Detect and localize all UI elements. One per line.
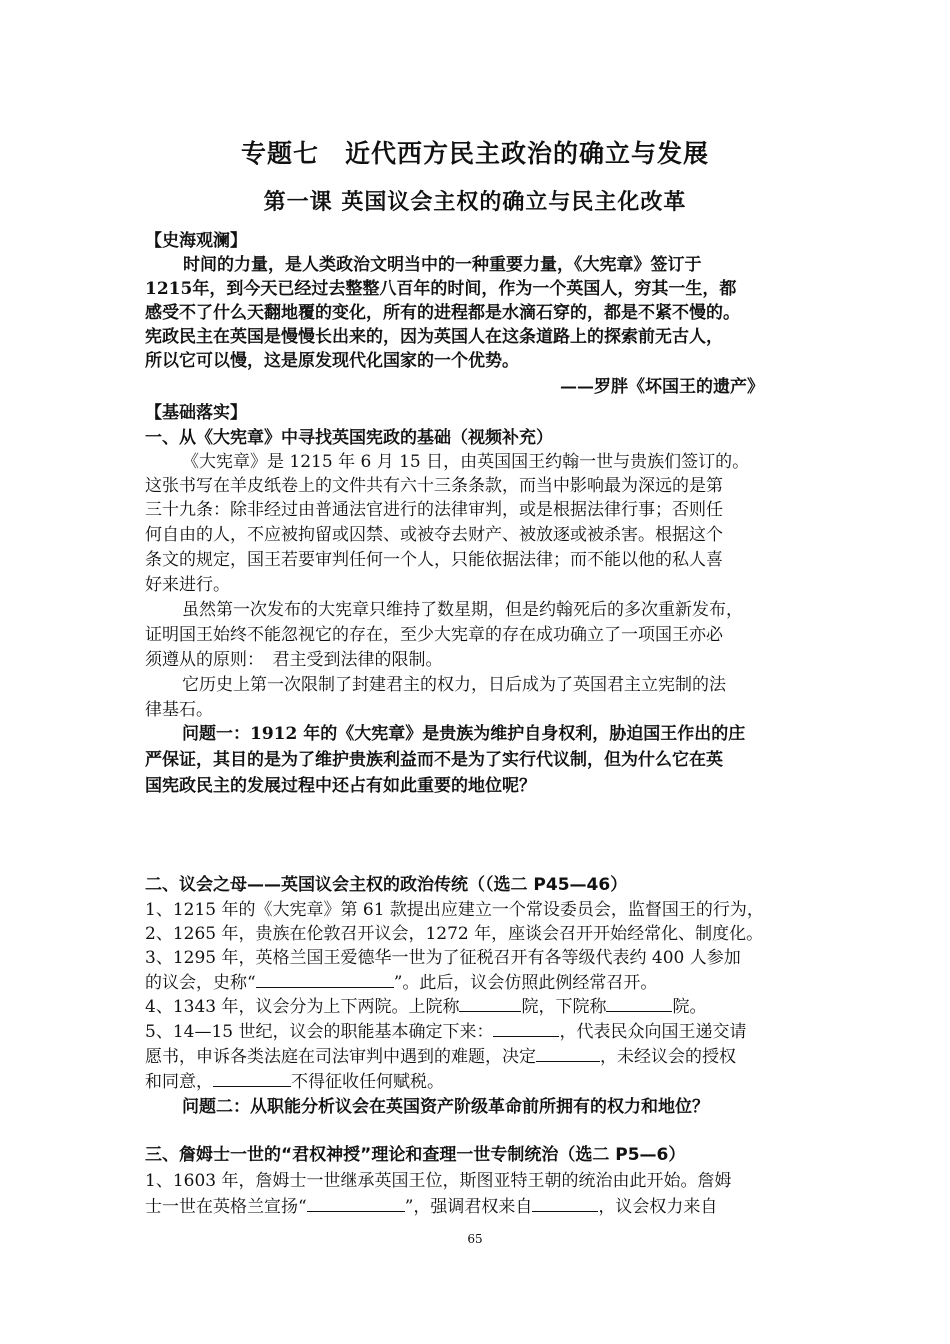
fill-blank[interactable] — [532, 1195, 598, 1212]
list-item-fill — [145, 1020, 746, 1043]
list-item: 1、1603 年，詹姆士一世继承英国王位，斯图亚特王朝的统治由此开始。詹姆 — [145, 1171, 732, 1191]
question-1-line: 问题一：1912 年的《大宪章》是贵族为维护自身权利，胁迫国王作出的庄 — [182, 724, 746, 744]
fill-blank[interactable] — [256, 971, 394, 988]
question-1-line: 国宪政民主的发展过程中还占有如此重要的地位呢？ — [145, 776, 536, 796]
list-item-fill — [145, 1195, 717, 1218]
list-item-fill — [145, 1045, 736, 1068]
list-item: 2、1265 年，贵族在伦敦召开议会，1272 年，座谈会召开开始经常化、制度化。 — [145, 924, 764, 944]
text-segment: ，未经议会的授权 — [600, 1047, 736, 1067]
paragraph-line: 须遵从的原则： 君主受到法律的限制。 — [145, 650, 443, 670]
question-1-line: 严保证，其目的是为了维护贵族利益而不是为了实行代议制，但为什么它在英 — [145, 750, 723, 770]
fill-blank[interactable] — [536, 1045, 600, 1062]
list-item: 3、1295 年，英格兰国王爱德华一世为了征税召开有各等级代表约 400 人参加 — [145, 948, 741, 968]
paragraph-line: 这张书写在羊皮纸卷上的文件共有六十三条条款，而当中影响最为深远的是第 — [145, 476, 723, 496]
heading-section-1: 一、从《大宪章》中寻找英国宪政的基础（视频补充） — [145, 428, 553, 448]
section-header-jichu: 【基础落实】 — [145, 403, 247, 423]
list-item-fill — [145, 971, 657, 994]
fill-blank[interactable] — [493, 1020, 559, 1037]
paragraph-line: 三十九条：除非经过由普通法官进行的法律审判，或是根据法律行事；否则任 — [145, 500, 723, 520]
paragraph-line: 证明国王始终不能忽视它的存在，至少大宪章的存在成功确立了一项国王亦必 — [145, 625, 723, 645]
paragraph-line: 它历史上第一次限制了封建君主的权力，日后成为了英国君主立宪制的法 — [182, 675, 726, 695]
text-segment: 4、1343 年，议会分为上下两院。上院称 — [145, 997, 460, 1017]
section-header-shihai: 【史海观澜】 — [145, 231, 247, 251]
heading-section-3: 三、詹姆士一世的“君权神授”理论和查理一世专制统治（选二 P5—6） — [145, 1145, 686, 1165]
fill-blank[interactable] — [606, 995, 672, 1012]
text-segment: 院，下院称 — [521, 997, 607, 1017]
text-segment: 5、14—15 世纪，议会的职能基本确定下来： — [145, 1022, 494, 1042]
fill-blank[interactable] — [213, 1070, 291, 1087]
quote-line: 感受不了什么天翻地覆的变化，所有的进程都是水滴石穿的，都是不紧不慢的。 — [145, 303, 740, 323]
text-segment: 的议会，史称“ — [145, 973, 256, 993]
text-segment: ”。此后，议会仿照此例经常召开。 — [393, 973, 658, 993]
list-item: 1、1215 年的《大宪章》第 61 款提出应建立一个常设委员会，监督国王的行为， — [145, 900, 764, 920]
list-item-fill — [145, 1070, 444, 1093]
fill-blank[interactable] — [459, 995, 521, 1012]
text-segment: 院。 — [672, 997, 707, 1017]
text-segment: ”，强调君权来自 — [404, 1197, 533, 1217]
text-segment: 愿书，申诉各类法庭在司法审判中遇到的难题，决定 — [145, 1047, 536, 1067]
quote-line: 宪政民主在英国是慢慢长出来的，因为英国人在这条道路上的探索前无古人， — [145, 327, 723, 347]
text-segment: 和同意， — [145, 1072, 213, 1092]
heading-section-2: 二、议会之母——英国议会主权的政治传统（（选二 P45—46） — [145, 875, 628, 895]
page-number: 65 — [467, 1232, 483, 1246]
question-2: 问题二：从职能分析议会在英国资产阶级革命前所拥有的权力和地位？ — [182, 1097, 709, 1117]
text-segment: ，议会权力来自 — [598, 1197, 718, 1217]
paragraph-line: 《大宪章》是 1215 年 6 月 15 日，由英国国王约翰一世与贵族们签订的。 — [182, 452, 750, 472]
text-segment: 士一世在英格兰宣扬“ — [145, 1197, 307, 1217]
lesson-title: 第一课 英国议会主权的确立与民主化改革 — [263, 190, 687, 215]
quote-line: 1215年，到今天已经过去整整八百年的时间，作为一个英国人，穷其一生，都 — [145, 279, 737, 299]
quote-line: 时间的力量，是人类政治文明当中的一种重要力量，《大宪章》签订于 — [183, 255, 702, 275]
quote-line: 所以它可以慢，这是原发现代化国家的一个优势。 — [145, 351, 519, 371]
paragraph-line: 律基石。 — [145, 700, 213, 720]
text-segment: 不得征收任何赋税。 — [291, 1072, 444, 1092]
fill-blank[interactable] — [307, 1195, 405, 1212]
paragraph-line: 虽然第一次发布的大宪章只维持了数星期，但是约翰死后的多次重新发布， — [182, 600, 743, 620]
text-segment: ，代表民众向国王递交请 — [559, 1022, 747, 1042]
page-title: 专题七 近代西方民主政治的确立与发展 — [240, 139, 709, 168]
list-item-fill — [145, 995, 706, 1018]
paragraph-line: 好来进行。 — [145, 575, 230, 595]
quote-source: ——罗胖《坏国王的遗产》 — [560, 377, 764, 397]
paragraph-line: 条文的规定，国王若要审判任何一个人，只能依据法律；而不能以他的私人喜 — [145, 550, 723, 570]
paragraph-line: 何自由的人，不应被拘留或囚禁、或被夺去财产、被放逐或被杀害。根据这个 — [145, 525, 723, 545]
